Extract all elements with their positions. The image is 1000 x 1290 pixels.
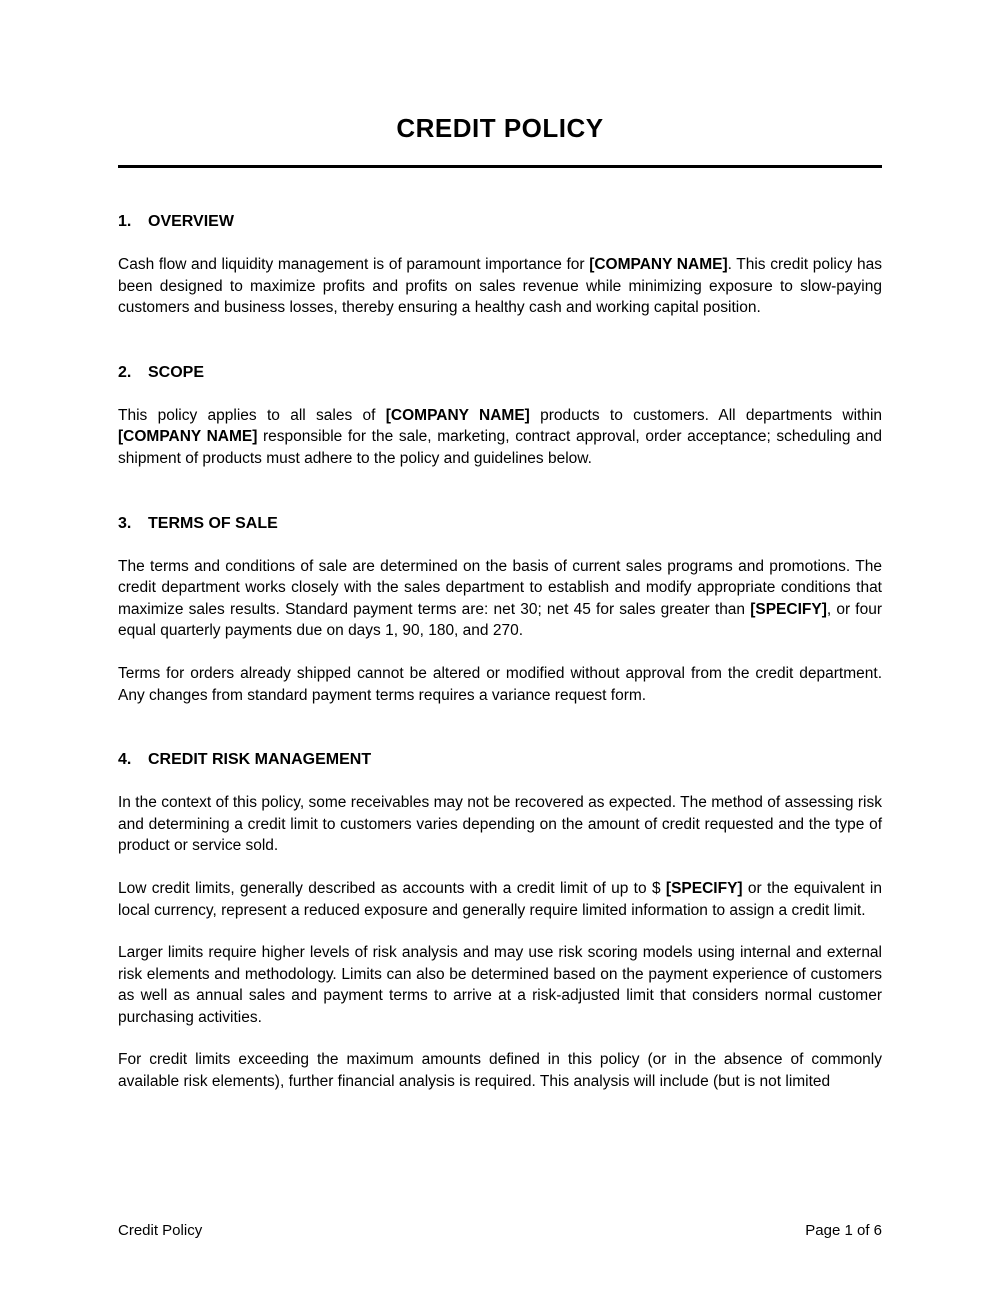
placeholder-bold-text: [COMPANY NAME]	[118, 428, 258, 446]
paragraph	[118, 663, 882, 706]
section-title: CREDIT RISK MANAGEMENT	[148, 751, 372, 769]
paragraph	[118, 556, 882, 642]
footer-page-number: Page 1 of 6	[805, 1222, 882, 1239]
placeholder-bold-text: [SPECIFY]	[665, 879, 743, 897]
section-heading	[118, 362, 882, 384]
page-footer	[118, 1222, 882, 1240]
body-text: In the context of this policy, some receivables may not be recovered as expected. The method of assessing risk and determining a credit limit to customers varies depending on the amount of credit requested and the type of product or service sold.	[118, 794, 882, 855]
section-number: 4.	[118, 751, 132, 769]
title-divider-rule	[118, 165, 882, 168]
section-number: 3.	[118, 514, 132, 532]
section-title: TERMS OF SALE	[148, 514, 278, 532]
section-number: 1.	[118, 213, 132, 230]
section-heading	[118, 749, 882, 771]
section-title: SCOPE	[148, 363, 205, 381]
section-number: 2.	[118, 363, 132, 381]
placeholder-bold-text: [COMPANY NAME]	[589, 256, 728, 273]
paragraph	[118, 792, 882, 857]
body-text: or the equivalent in local currency, represent a reduced exposure and generally require limited information to assign a credit limit.	[118, 879, 882, 919]
body-text: This policy applies to all sales of	[118, 406, 386, 424]
body-text: Low credit limits, generally described as accounts with a credit limit of up to $	[118, 879, 666, 897]
body-text: The terms and conditions of sale are determined on the basis of current sales programs and promotions. The credit department works closely with the sales department to establish and modify appropriate conditions that maximize sales results. Standard payment terms are: net 30; net 45 for sales greater than	[118, 557, 882, 618]
paragraph	[118, 405, 882, 470]
section-heading	[118, 211, 882, 233]
placeholder-bold-text: [SPECIFY]	[750, 600, 827, 618]
body-text: For credit limits exceeding the maximum amounts defined in this policy (or in the absence of commonly available risk elements), further financial analysis is required. This analysis will include (but is not limited	[118, 1051, 882, 1091]
document-section	[118, 362, 882, 470]
body-text: , or four equal quarterly payments due on days 1, 90, 180, and 270.	[118, 600, 882, 640]
section-title: OVERVIEW	[148, 213, 234, 230]
section-heading	[118, 513, 882, 535]
footer-document-name: Credit Policy	[118, 1222, 203, 1239]
document-section	[118, 749, 882, 1093]
body-text: Cash flow and liquidity management is of paramount importance for	[118, 256, 590, 273]
body-text: . This credit policy has been designed to maximize profits and profits on sales revenue while minimizing exposure to slow-paying customers and business losses, thereby ensuring a healthy cash and working capital position.	[118, 256, 883, 317]
document-section	[118, 513, 882, 707]
paragraph	[118, 878, 882, 921]
document-title: CREDIT POLICY	[396, 113, 604, 143]
paragraph	[118, 1049, 882, 1092]
body-text: Terms for orders already shipped cannot be altered or modified without approval from the credit department. Any changes from standard payment terms requires a variance request form.	[118, 664, 882, 704]
paragraph	[118, 942, 882, 1028]
body-text: Larger limits require higher levels of risk analysis and may use risk scoring models using internal and external risk elements and methodology. Limits can also be determined based on the payment experience of customers as well as annual sales and payment terms to arrive at a risk-adjusted limit that considers normal customer purchasing activities.	[118, 944, 882, 1026]
paragraph	[118, 254, 882, 319]
document-section	[118, 211, 882, 319]
body-text: responsible for the sale, marketing, contract approval, order acceptance; scheduling and shipment of products must adhere to the policy and guidelines below.	[118, 428, 882, 467]
document-body	[118, 211, 882, 1093]
placeholder-bold-text: [COMPANY NAME]	[385, 406, 530, 424]
body-text: products to customers. All departments within	[529, 406, 883, 424]
